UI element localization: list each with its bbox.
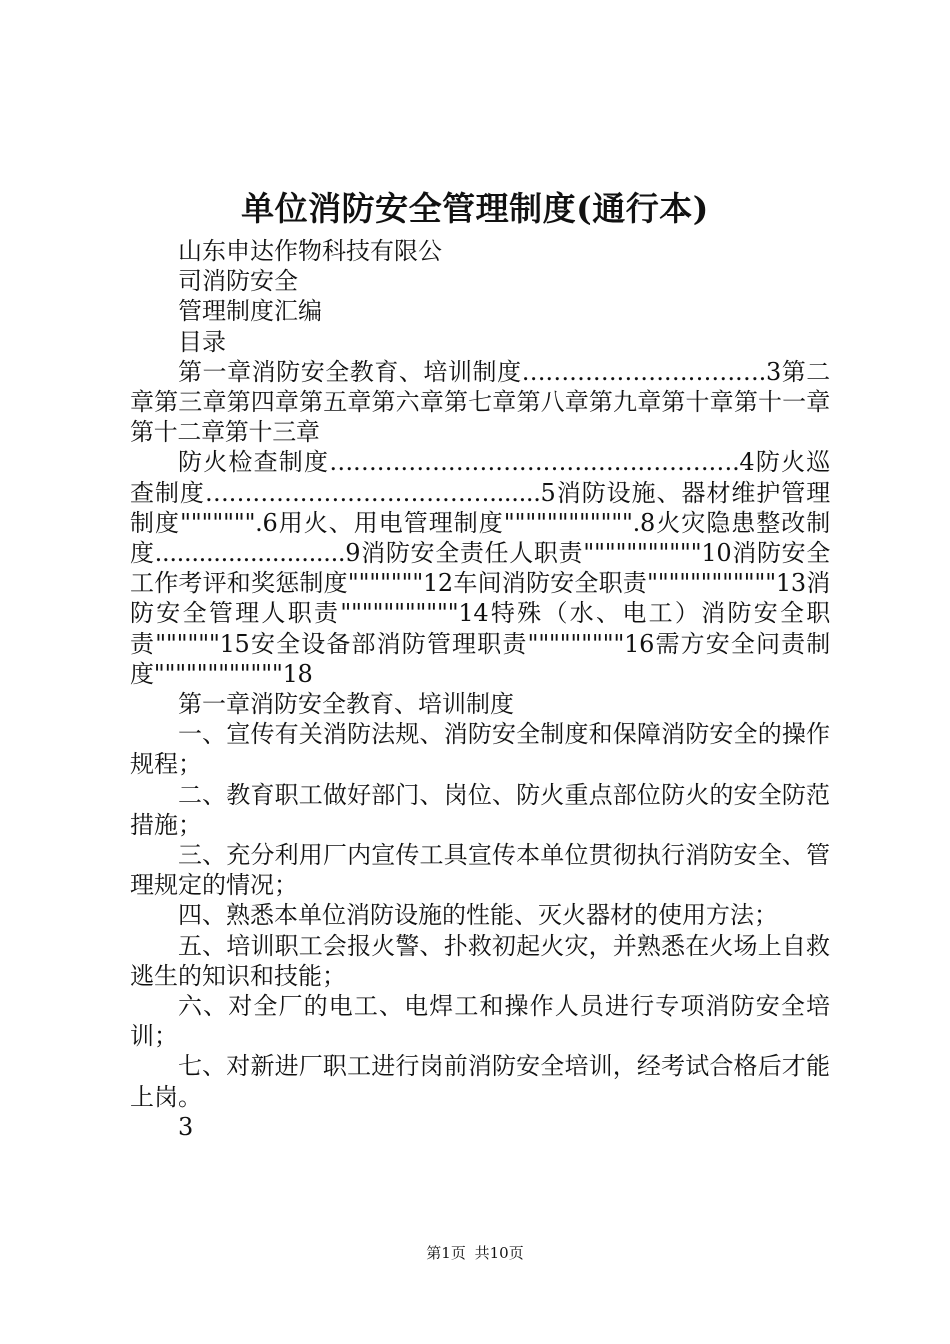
toc-heading: 目录 [178, 327, 226, 356]
list-item: 一、宣传有关消防法规、消防安全制度和保障消防安全的操作规程； [130, 720, 830, 779]
list-item: 六、对全厂的电工、电焊工和操作人员进行专项消防安全培训； [130, 992, 830, 1051]
list-item: 七、对新进厂职工进行岗前消防安全培训，经考试合格后才能上岗。 [130, 1052, 830, 1111]
page-footer [0, 1241, 950, 1265]
list-item: 四、熟悉本单位消防设施的性能、灭火器材的使用方法； [178, 901, 778, 930]
footer-page-total: 共10页 [474, 1244, 524, 1262]
toc-entry: 第一章消防安全教育、培训制度………………………….3第二章第三章第四章第五章第六章第七章第八章第九章第十章第十一章第十二章第十三章 [130, 357, 830, 447]
list-item: 五、培训职工会报火警、扑救初起火灾，并熟悉在火场上自救逃生的知识和技能； [130, 931, 830, 990]
body-line: 山东申达作物科技有限公 [178, 237, 442, 265]
toc-entry: 防火检查制度…………………………………………….4防火巡查制度……………………………….......5消防设施、器材维护管理制度""""""".6用火、用电管理制度"""""""""""".8火灾隐患整改制度..........................9消防安全责任人职责"""""""""""10消防安全工作考评和奖惩制度"""""""12车间消防安全职责""""""""""""13消防安全管理人职责"""""""""""14特殊（水、电工）消防安全职责""""""15安全设备部消防管理职责"""""""""16需方安全问责制度""""""""""""18 [130, 448, 830, 688]
document-title: 单位消防安全管理制度(通行本) [241, 189, 709, 228]
chapter-heading: 第一章消防安全教育、培训制度 [178, 690, 514, 719]
page-number-inline: 3 [178, 1112, 194, 1141]
document-body [130, 236, 830, 1142]
list-item: 二、教育职工做好部门、岗位、防火重点部位防火的安全防范措施； [130, 780, 830, 839]
body-line: 管理制度汇编 [178, 297, 322, 326]
body-line: 司消防安全 [178, 267, 298, 296]
footer-page-current: 第1页 [426, 1244, 466, 1262]
list-item: 三、充分利用厂内宣传工具宣传本单位贯彻执行消防安全、管理规定的情况； [130, 841, 830, 900]
